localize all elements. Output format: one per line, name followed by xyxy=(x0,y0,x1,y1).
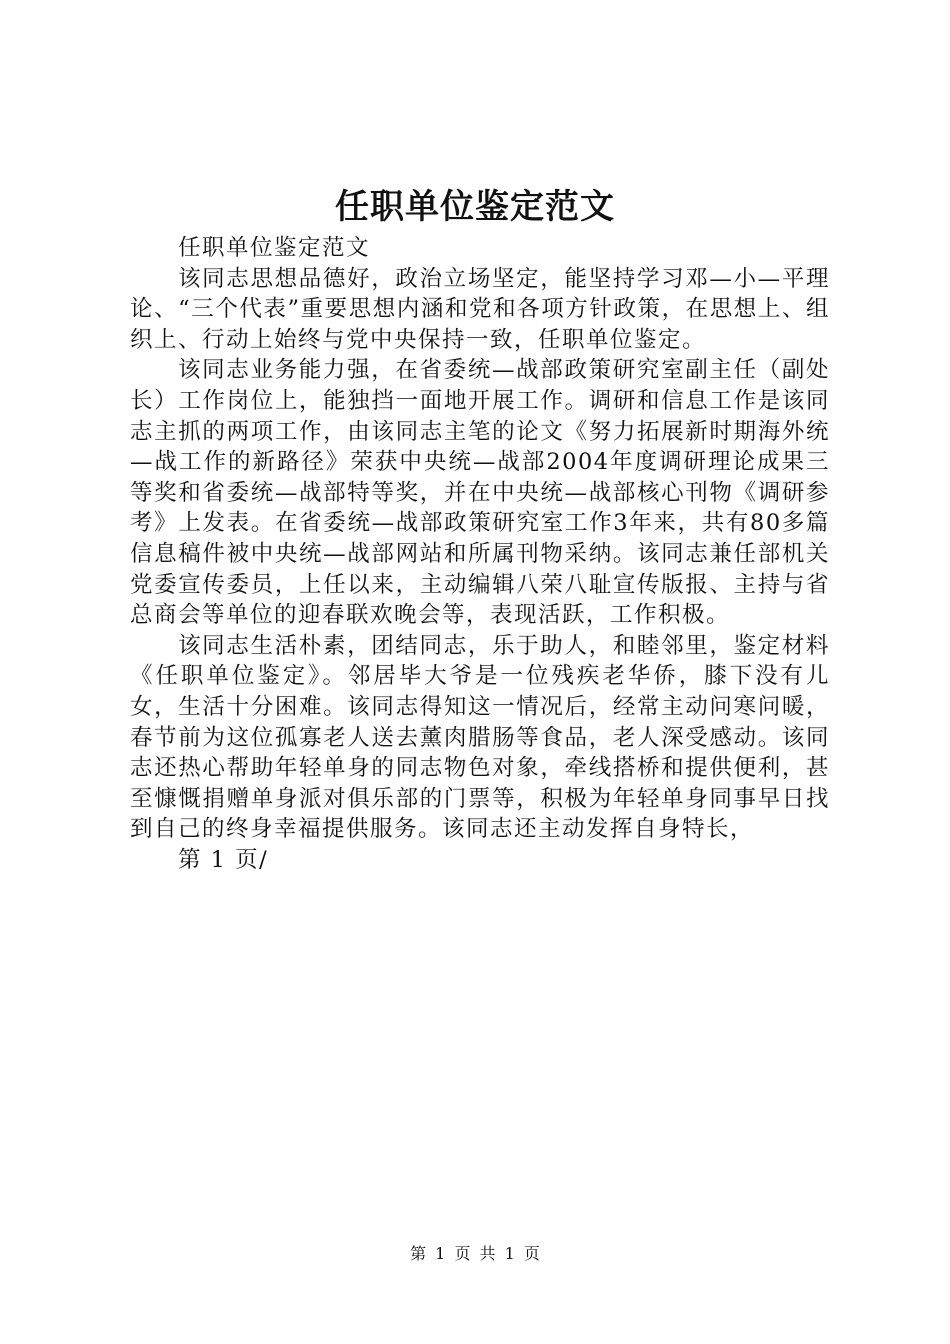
document-body xyxy=(130,233,830,875)
subtitle-paragraph: 任职单位鉴定范文 xyxy=(178,235,371,261)
body-paragraph-3: 该同志生活朴素，团结同志，乐于助人，和睦邻里，鉴定材料《任职单位鉴定》。邻居毕大爷是一位残疾老华侨，膝下没有儿女，生活十分困难。该同志得知这一情况后，经常主动问寒问暖，春节前为这位孤寡老人送去薰肉腊肠等食品，老人深受感动。该同志还热心帮助年轻单身的同志物色对象，牵线搭桥和提供便利，甚至慷慨捐赠单身派对俱乐部的门票等，积极为年轻单身同事早日找到自己的终身幸福提供服务。该同志还主动发挥自身特长， xyxy=(130,632,830,843)
page-title: 任职单位鉴定范文 xyxy=(335,187,615,227)
body-paragraph-1: 该同志思想品德好，政治立场坚定，能坚持学习邓—小—平理论、“三个代表”重要思想内涵和党和各项方针政策，在思想上、组织上、行动上始终与党中央保持一致，任职单位鉴定。 xyxy=(130,265,830,353)
page-marker: 第 1 页/ xyxy=(178,846,269,873)
page-footer: 第 1 页 共 1 页 xyxy=(410,1244,540,1263)
body-paragraph-2: 该同志业务能力强，在省委统—战部政策研究室副主任（副处长）工作岗位上，能独挡一面地开展工作。调研和信息工作是该同志主抓的两项工作，由该同志主笔的论文《努力拓展新时期海外统—战工作的新路径》荣获中央统—战部2004年度调研理论成果三等奖和省委统—战部特等奖，并在中央统—战部核心刊物《调研参考》上发表。在省委统—战部政策研究室工作3年来，共有80多篇信息稿件被中央统—战部网站和所属刊物采纳。该同志兼任部机关党委宣传委员，上任以来，主动编辑八荣八耻宣传版报、主持与省总商会等单位的迎春联欢晚会等，表现活跃，工作积极。 xyxy=(130,357,830,629)
